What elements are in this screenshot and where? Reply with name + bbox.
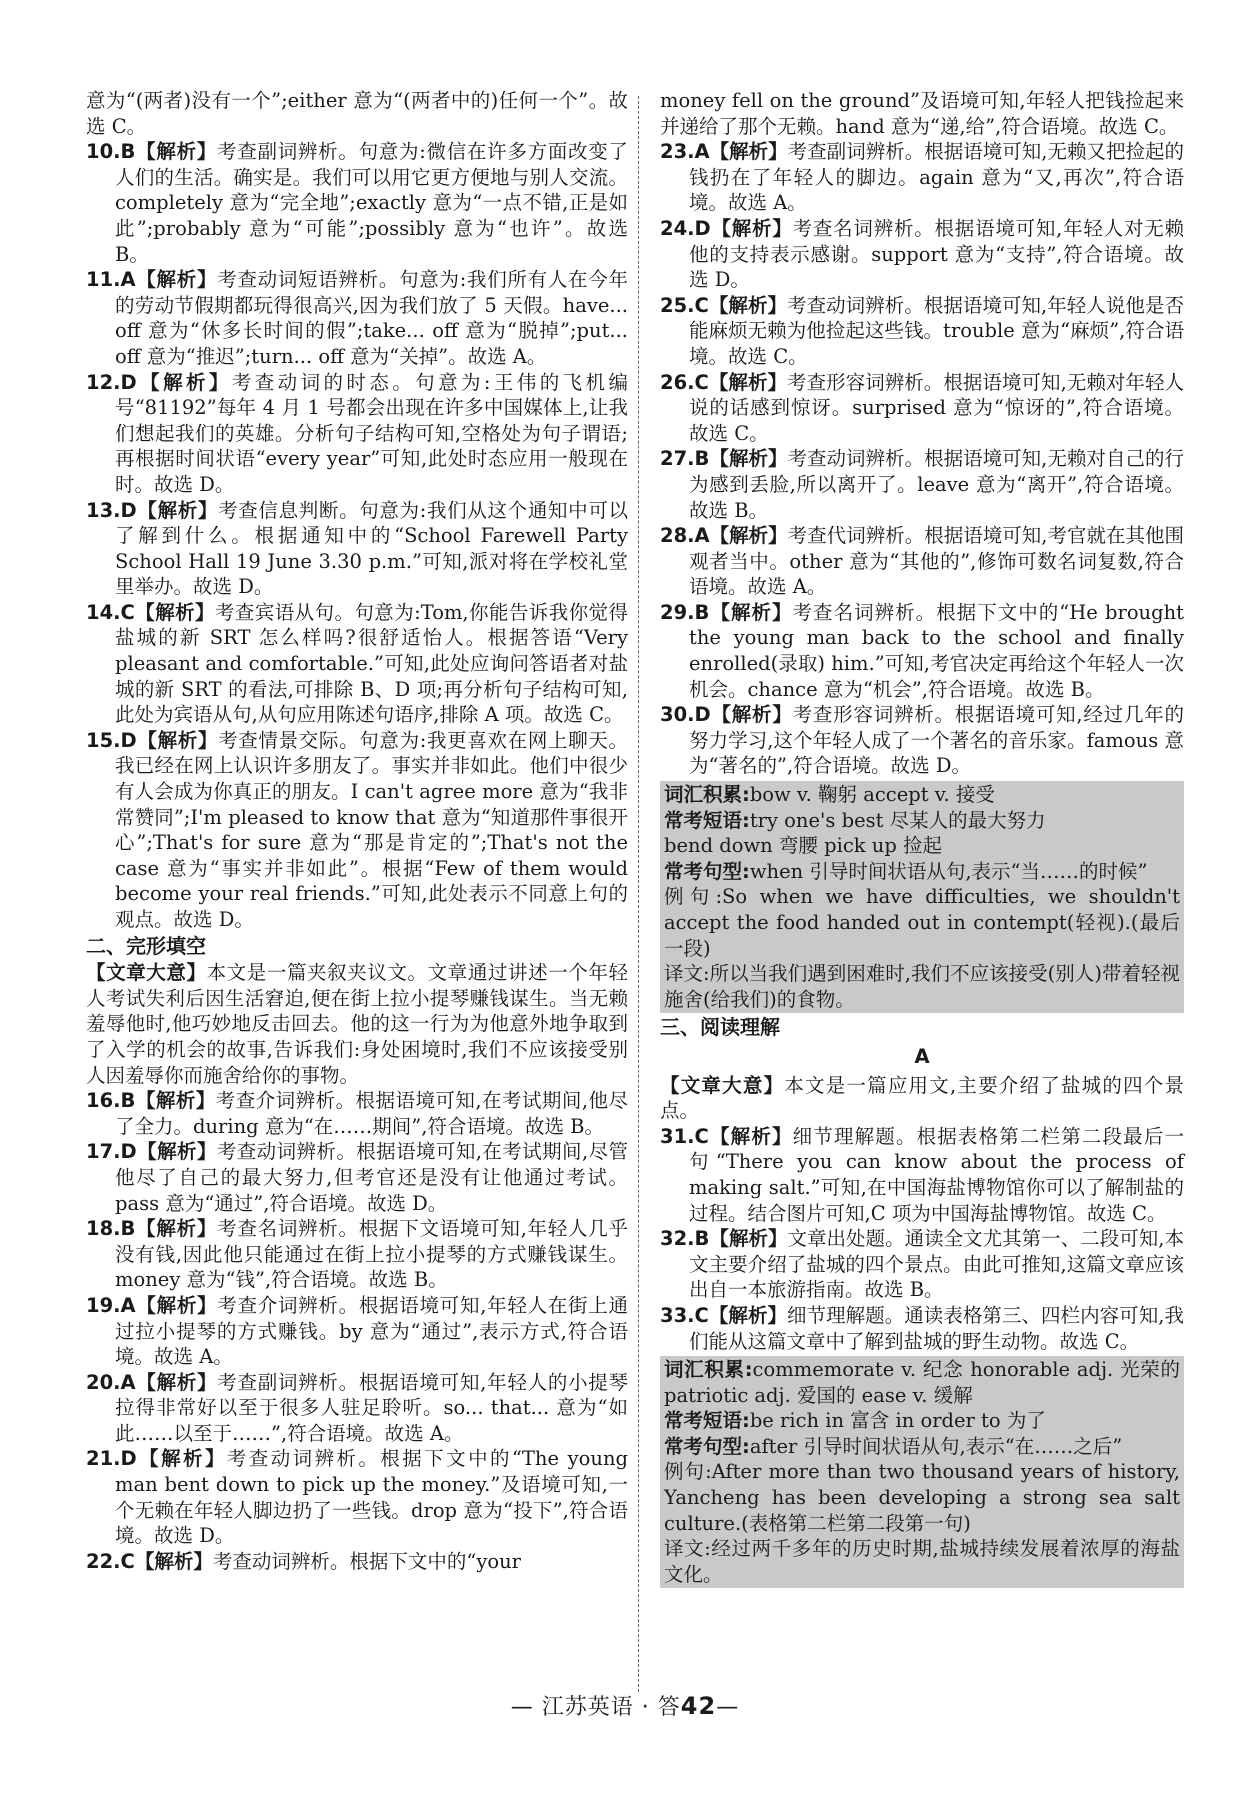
answer-number: 26.C [660, 370, 709, 394]
answer-explanation: 文章出处题。通读全文尤其第一、二段可知,本文主要介绍了盐城的四个景点。由此可推知,这篇文章应该出自一本旅游指南。故选 B。 [689, 1227, 1184, 1302]
answer-number: 19.A [86, 1293, 136, 1317]
answer-explanation: 考查副词辨析。根据语境可知,无赖又把捡起的钱扔在了年轻人的脚边。again 意为“又,再次”,符合语境。故选 A。 [689, 140, 1184, 215]
vocabulary-text: be rich in 富含 in order to 为了 [749, 1409, 1046, 1433]
analysis-tag: 【解析】 [708, 293, 788, 317]
answer-explanation: 考查副词辨析。句意为:微信在许多方面改变了人们的生活。确实是。我们可以用它更方便地与别人交流。completely 意为“完全地”;exactly 意为“一点不错,正是如此”;probably 意为“可能”;possibly 意为“也许”。故选 B。 [115, 140, 628, 266]
answer-explanation: 考查动词辨析。根据语境可知,在考试期间,尽管他尽了自己的最大努力,但考官还是没有让他通过考试。pass 意为“通过”,符合语境。故选 D。 [115, 1140, 628, 1215]
answer-item [660, 1124, 1184, 1226]
answer-item [86, 139, 628, 267]
answer-number: 22.C [86, 1549, 135, 1573]
answer-explanation: 考查动词短语辨析。句意为:我们所有人在今年的劳动节假期都玩得很高兴,因为我们放了 5 天假。have... off 意为“休多长时间的假”;take... off 意为“脱掉”;put... off 意为“推迟”;turn... off 意为“关掉”。故选 A。 [115, 268, 628, 368]
answer-explanation: 细节理解题。根据表格第二栏第二段最后一句“There you can know about the process of making salt.”可知,在中国海盐博物馆你可以了解制盐的过程。结合图片可知,C 项为中国海盐博物馆。故选 C。 [689, 1124, 1184, 1225]
answer-explanation: 考查介词辨析。根据语境可知,在考试期间,他尽了全力。during 意为“在……期间”,符合语境。故选 B。 [115, 1089, 628, 1138]
answer-item [86, 1139, 628, 1216]
vocabulary-line [664, 859, 1180, 885]
analysis-tag: 【解析】 [136, 728, 219, 752]
section-title-reading: 三、阅读理解 [660, 1015, 780, 1040]
answer-number: 24.D [660, 216, 711, 240]
answer-explanation: 考查形容词辨析。根据语境可知,经过几年的努力学习,这个年轻人成了一个著名的音乐家。famous 意为“著名的”,符合语境。故选 D。 [689, 703, 1184, 778]
section-title-cloze: 二、完形填空 [86, 933, 206, 958]
vocabulary-line [664, 1434, 1180, 1460]
summary-text: 本文是一篇夹叙夹议文。文章通过讲述一个年轻人考试失利后因生活窘迫,便在街上拉小提琴赚钱谋生。当无赖羞辱他时,他巧妙地反击回去。他的这一行为为他意外地争取到了入学的机会的故事,告诉我们:身处困境时,我们不应该接受别人因羞辱你而施舍给你的事物。 [86, 961, 628, 1087]
vocabulary-key: 常考短语: [664, 808, 750, 832]
vocabulary-text: after 引导时间状语从句,表示“在……之后” [749, 1434, 1123, 1458]
answer-explanation: 考查动词辨析。根据语境可知,无赖对自己的行为感到丢脸,所以离开了。leave 意为“离开”,符合语境。故选 B。 [689, 447, 1184, 522]
vocabulary-key: 常考句型: [664, 1434, 750, 1458]
answer-number: 33.C [660, 1303, 709, 1327]
analysis-tag: 【解析】 [709, 524, 788, 548]
answer-explanation: 考查副词辨析。根据语境可知,年轻人的小提琴拉得非常好以至于很多人驻足聆听。so... that... 意为“如此……以至于……”,符合语境。故选 A。 [115, 1370, 628, 1445]
answer-item [660, 446, 1184, 523]
answer-number: 15.D [86, 728, 137, 752]
analysis-tag: 【解析】 [708, 370, 788, 394]
answer-number: 14.C [86, 600, 135, 624]
vocabulary-line [664, 884, 1180, 961]
answer-explanation: 考查名词辨析。根据下文中的“He brought the young man back to the school and finally enrolled(录取) him.”可知,考官决定再给这个年轻人一次机会。chance 意为“机会”,符合语境。故选 B。 [689, 600, 1184, 701]
analysis-tag: 【解析】 [710, 216, 793, 240]
answer-item [660, 702, 1184, 779]
answer-explanation: 考查动词辨析。根据下文中的“The young man bent down to pick up the money.”及语境可知,一个无赖在年轻人脚边扔了一些钱。drop 意为“投下”,符合语境。故选 D。 [115, 1447, 628, 1548]
continued-text: money fell on the ground”及语境可知,年轻人把钱捡起来并递给了那个无赖。hand 意为“递,给”,符合语境。故选 C。 [660, 89, 1184, 138]
answer-item [660, 600, 1184, 702]
vocabulary-line [664, 782, 1180, 808]
analysis-tag: 【解析】 [136, 370, 232, 394]
column-divider [638, 96, 639, 1692]
answer-number: 11.A [86, 268, 136, 292]
answer-number: 10.B [86, 140, 136, 164]
vocabulary-line [664, 1459, 1180, 1536]
analysis-tag: 【解析】 [135, 1217, 218, 1241]
answer-item [86, 600, 628, 728]
answer-explanation: 考查名词辨析。根据语境可知,年轻人对无赖他的支持表示感谢。support 意为“支持”,符合语境。故选 D。 [689, 216, 1184, 292]
answer-item [660, 293, 1184, 370]
answer-item [86, 1370, 628, 1447]
answer-explanation: 考查动词辨析。根据语境可知,年轻人说他是否能麻烦无赖为他捡起这些钱。trouble 意为“麻烦”,符合语境。故选 C。 [689, 293, 1184, 368]
vocabulary-text: bend down 弯腰 pick up 捡起 [664, 834, 943, 858]
answer-explanation: 细节理解题。通读表格第三、四栏内容可知,我们能从这篇文章中了解到盐城的野生动物。故选 C。 [689, 1303, 1184, 1353]
analysis-tag: 【解析】 [708, 1124, 793, 1148]
vocabulary-key: 常考句型: [664, 859, 750, 883]
vocabulary-text: bow v. 鞠躬 accept v. 接受 [749, 783, 995, 807]
answer-item [660, 216, 1184, 293]
passage-label: A [914, 1044, 930, 1068]
answer-item [86, 498, 628, 600]
vocabulary-text: try one's best 尽某人的最大努力 [749, 808, 1046, 832]
vocabulary-key: 词汇积累: [664, 1358, 753, 1382]
answer-number: 20.A [86, 1370, 136, 1394]
answer-explanation: 考查介词辨析。根据语境可知,年轻人在街上通过拉小提琴的方式赚钱。by 意为“通过”,表示方式,符合语境。故选 A。 [115, 1293, 628, 1369]
answer-explanation: 考查形容词辨析。根据语境可知,无赖对年轻人说的话感到惊讶。surprised 意为“惊讶的”,符合语境。故选 C。 [689, 370, 1184, 445]
analysis-tag: 【解析】 [134, 1549, 213, 1573]
answer-explanation: 考查信息判断。句意为:我们从这个通知中可以了解到什么。根据通知中的“School Farewell Party School Hall 19 June 3.30 p.m.”可知,派对将在学校礼堂里举办。故选 D。 [115, 498, 628, 599]
analysis-tag: 【解析】 [708, 1303, 788, 1327]
analysis-tag: 【解析】 [134, 600, 215, 624]
analysis-tag: 【解析】 [709, 140, 788, 164]
vocabulary-line [664, 961, 1180, 1012]
article-summary [86, 960, 628, 1088]
vocabulary-line [664, 833, 1180, 859]
answer-item [660, 370, 1184, 447]
answer-item [86, 267, 628, 369]
answer-number: 18.B [86, 1217, 136, 1241]
vocabulary-text: commemorate v. 纪念 honorable adj. 光荣的 patriotic adj. 爱国的 ease v. 缓解 [664, 1358, 1180, 1407]
answer-number: 21.D [86, 1447, 137, 1471]
answer-number: 30.D [660, 703, 711, 727]
answer-explanation: 考查动词的时态。句意为:王伟的飞机编号“81192”每年 4 月 1 号都会出现在许多中国媒体上,让我们想起我们的英雄。分析句子结构可知,空格处为句子谓语;再根据时间状语“every year”可知,此处时态应用一般现在时。故选 D。 [115, 370, 628, 496]
answer-item [86, 728, 628, 933]
answer-item [660, 523, 1184, 600]
answer-item [660, 1226, 1184, 1303]
analysis-tag: 【解析】 [136, 1140, 217, 1164]
article-summary [660, 1073, 1184, 1124]
page-number: 42 [680, 1692, 717, 1720]
answer-item [660, 1303, 1184, 1354]
answer-number: 23.A [660, 140, 710, 164]
answer-item [660, 139, 1184, 216]
vocabulary-line [664, 1357, 1180, 1408]
analysis-tag: 【解析】 [709, 600, 793, 624]
vocabulary-line [664, 1408, 1180, 1434]
analysis-tag: 【解析】 [709, 1227, 788, 1251]
left-column [86, 88, 628, 1574]
analysis-tag: 【解析】 [135, 1089, 216, 1113]
answer-item [86, 1293, 628, 1370]
answer-explanation: 考查情景交际。句意为:我更喜欢在网上聊天。我已经在网上认识许多朋友了。事实并非如此。他们中很少有人会成为你真正的朋友。I can't agree more 意为“我非常赞同”;I'm pleased to know that 意为“知道那件事很开心”;That's for sure 意为“那是肯定的”;That's not the case 意为“事实并非如此”。根据“Few of them would become your real friends.”可知,此处表示不同意上句的观点。故选 D。 [115, 728, 628, 931]
summary-text: 本文是一篇应用文,主要介绍了盐城的四个景点。 [660, 1073, 1184, 1123]
footer-suffix: — [716, 1695, 740, 1720]
answer-number: 25.C [660, 293, 709, 317]
answer-number: 12.D [86, 370, 137, 394]
footer-prefix: — 江苏英语 · 答 [510, 1695, 681, 1720]
page-footer [0, 1690, 1250, 1721]
answer-item [86, 1446, 628, 1548]
summary-tag: 【文章大意】 [86, 961, 207, 985]
vocabulary-text: 例句:So when we have difficulties, we shouldn't accept the food handed out in contempt(轻视).(最后一段) [664, 885, 1180, 960]
continued-text: 意为“(两者)没有一个”;either 意为“(两者中的)任何一个”。故选 C。 [86, 89, 628, 138]
vocabulary-key: 词汇积累: [664, 783, 750, 807]
analysis-tag: 【解析】 [136, 498, 219, 522]
vocabulary-key: 常考短语: [664, 1409, 750, 1433]
vocabulary-line [664, 808, 1180, 834]
vocabulary-text: 译文:所以当我们遇到困难时,我们不应该接受(别人)带着轻视施舍(给我们)的食物。 [664, 962, 1180, 1011]
answer-explanation: 考查名词辨析。根据下文语境可知,年轻人几乎没有钱,因此他只能通过在街上拉小提琴的方式赚钱谋生。money 意为“钱”,符合语境。故选 B。 [115, 1217, 628, 1292]
answer-number: 16.B [86, 1089, 136, 1113]
answer-number: 32.B [660, 1227, 710, 1251]
vocabulary-text: 译文:经过两千多年的历史时期,盐城持续发展着浓厚的海盐文化。 [664, 1537, 1180, 1586]
answer-explanation: 考查代词辨析。根据语境可知,考官就在其他围观者当中。other 意为“其他的”,修饰可数名词复数,符合语境。故选 A。 [689, 524, 1184, 599]
answer-number: 13.D [86, 498, 137, 522]
analysis-tag: 【解析】 [135, 1293, 218, 1317]
answer-number: 27.B [660, 447, 710, 471]
answer-number: 17.D [86, 1140, 137, 1164]
analysis-tag: 【解析】 [135, 268, 218, 292]
vocabulary-text: when 引导时间状语从句,表示“当……的时候” [749, 859, 1148, 883]
analysis-tag: 【解析】 [136, 1447, 227, 1471]
vocabulary-box [660, 781, 1184, 1013]
analysis-tag: 【解析】 [709, 447, 788, 471]
summary-tag: 【文章大意】 [660, 1073, 785, 1097]
analysis-tag: 【解析】 [710, 703, 793, 727]
answer-number: 31.C [660, 1124, 709, 1148]
analysis-tag: 【解析】 [135, 140, 218, 164]
answer-item [86, 1216, 628, 1293]
right-column [660, 88, 1184, 1590]
vocabulary-line [664, 1536, 1180, 1587]
vocabulary-text: 例句:After more than two thousand years of history, Yancheng has been developing a strong sea salt culture.(表格第二栏第二段第一句) [664, 1460, 1180, 1535]
answer-number: 29.B [660, 600, 710, 624]
answer-item [86, 1088, 628, 1139]
answer-item [86, 1549, 628, 1575]
vocabulary-box [660, 1356, 1184, 1588]
analysis-tag: 【解析】 [135, 1370, 218, 1394]
answer-item [86, 370, 628, 498]
answer-explanation: 考查动词辨析。根据下文中的“your [212, 1549, 521, 1573]
answer-number: 28.A [660, 524, 710, 548]
answer-explanation: 考查宾语从句。句意为:Tom,你能告诉我你觉得盐城的新 SRT 怎么样吗?很舒适怡人。根据答语“Very pleasant and comfortable.”可知,此处应询问答语者对盐城的新 SRT 的看法,可排除 B、D 项;再分析句子结构可知,此处为宾语从句,从句应用陈述句语序,排除 A 项。故选 C。 [115, 600, 628, 727]
